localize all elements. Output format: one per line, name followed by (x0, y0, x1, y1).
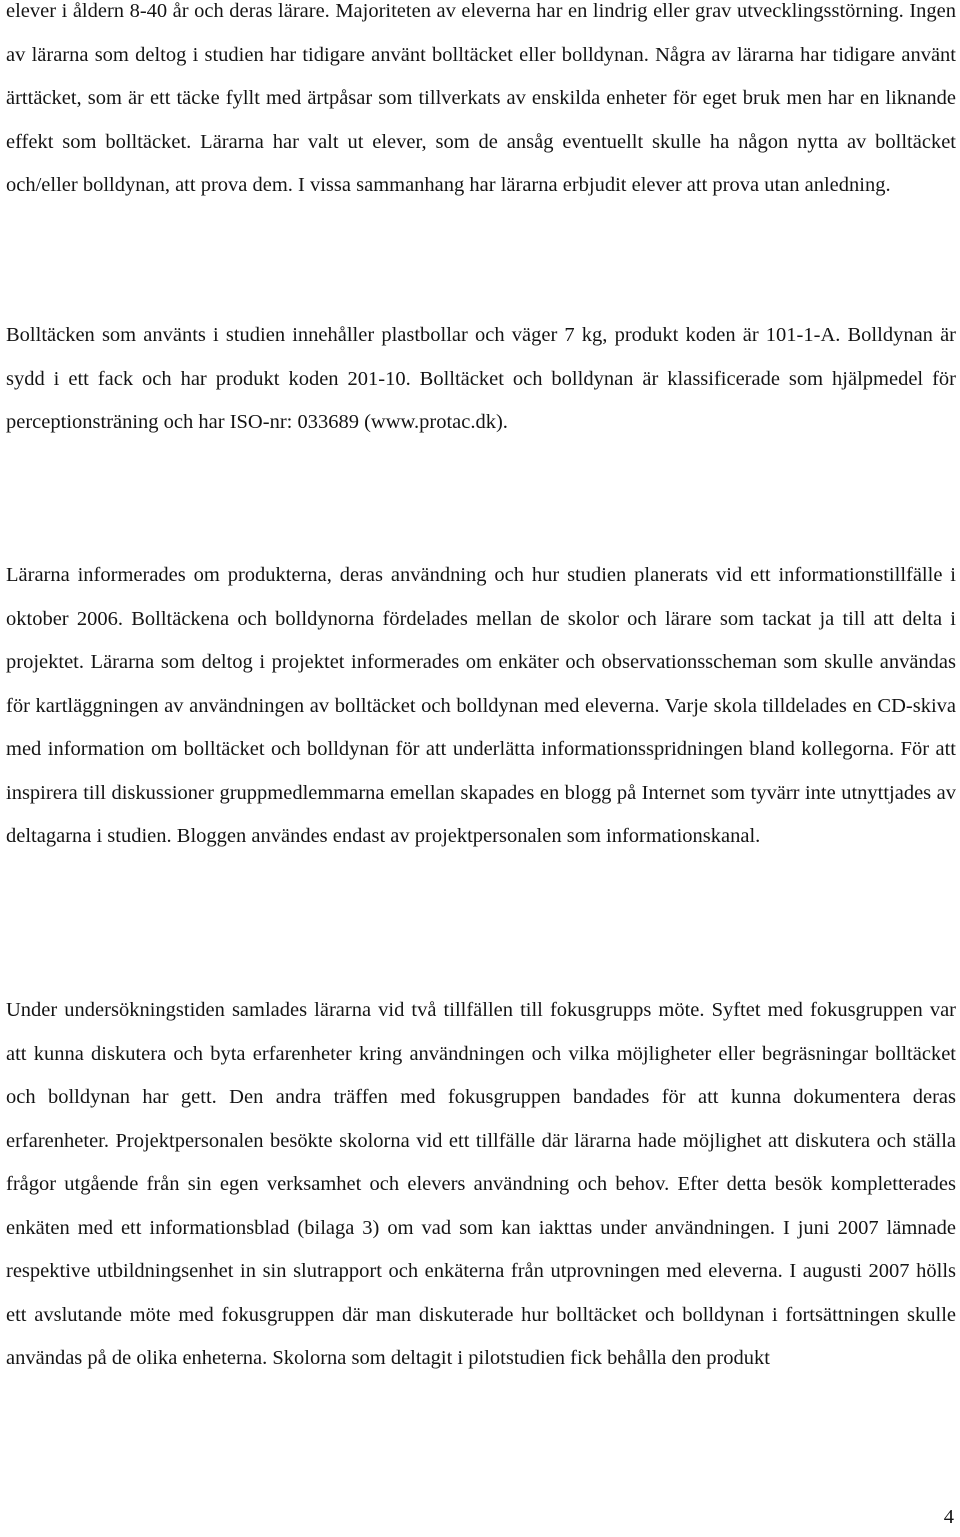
paragraph-focus-group: Under undersökningstiden samlades lärarna vid två tillfällen till fokusgrupps möte. Syftet med fokusgruppen var att kunna diskutera och byta erfarenheter kring användningen och vilka möjligheter eller begräsningar bolltäcket och bolldynan har gett. Den andra träffen med fokusgruppen bandades för att kunna dokumentera deras erfarenheter. Projektpersonalen besökte skolorna vid ett tillfälle där lärarna hade möjlighet att diskutera och ställa frågor utgående från sin egen verksamhet och elevers användning och behov. Efter detta besök kompletterades enkäten med ett informationsblad (bilaga 3) om vad som kan iakttas under användningen. I juni 2007 lämnade respektive utbildningsenhet in sin slutrapport och enkäterna från utprovningen med eleverna. I augusti 2007 hölls ett avslutande möte med fokusgruppen där man diskuterade hur bolltäcket och bolldynan i fortsättningen skulle användas på de olika enheterna. Skolorna som deltagit i pilotstudien fick behålla den produkt (6, 999, 956, 1369)
paragraph-participants: elever i åldern 8-40 år och deras lärare. Majoriteten av eleverna har en lindrig eller grav utvecklingsstörning. Ingen av lärarna som deltog i studien har tidigare använt bolltäcket eller bolldynan. Några av lärarna har tidigare använt ärttäcket, som är ett täcke fyllt med ärtpåsar som tillverkats av enskilda enheter för eget bruk men har en liknande effekt som bolltäcket. Lärarna har valt ut elever, som de ansåg eventuellt skulle ha någon nytta av bolltäcket och/eller bolldynan, att prova dem. I vissa sammanhang har lärarna erbjudit elever att prova utan anledning. (6, 0, 956, 196)
paragraph-products: Bolltäcken som använts i studien innehåller plastbollar och väger 7 kg, produkt koden är 101-1-A. Bolldynan är sydd i ett fack och har produkt koden 201-10. Bolltäcket och bolldynan är klassificerade som hjälpmedel för perceptionsträning och har ISO-nr: 033689 (www.protac.dk). (6, 324, 956, 433)
paragraph-information: Lärarna informerades om produkterna, deras användning och hur studien planerats vid ett informationstillfälle i oktober 2006. Bolltäckena och bolldynorna fördelades mellan de skolor och lärare som tackat ja till att delta i projektet. Lärarna som deltog i projektet informerades om enkäter och observationsscheman som skulle användas för kartläggningen av användningen av bolltäcket och bolldynan med eleverna. Varje skola tilldelades en CD-skiva med information om bolltäcket och bolldynan för att underlätta informationsspridningen bland kollegorna. För att inspirera till diskussioner gruppmedlemmarna emellan skapades en blogg på Internet som tyvärr inte utnyttjades av deltagarna i studien. Bloggen användes endast av projektpersonalen som informationskanal. (6, 564, 956, 847)
page-number: 4 (943, 1506, 954, 1528)
